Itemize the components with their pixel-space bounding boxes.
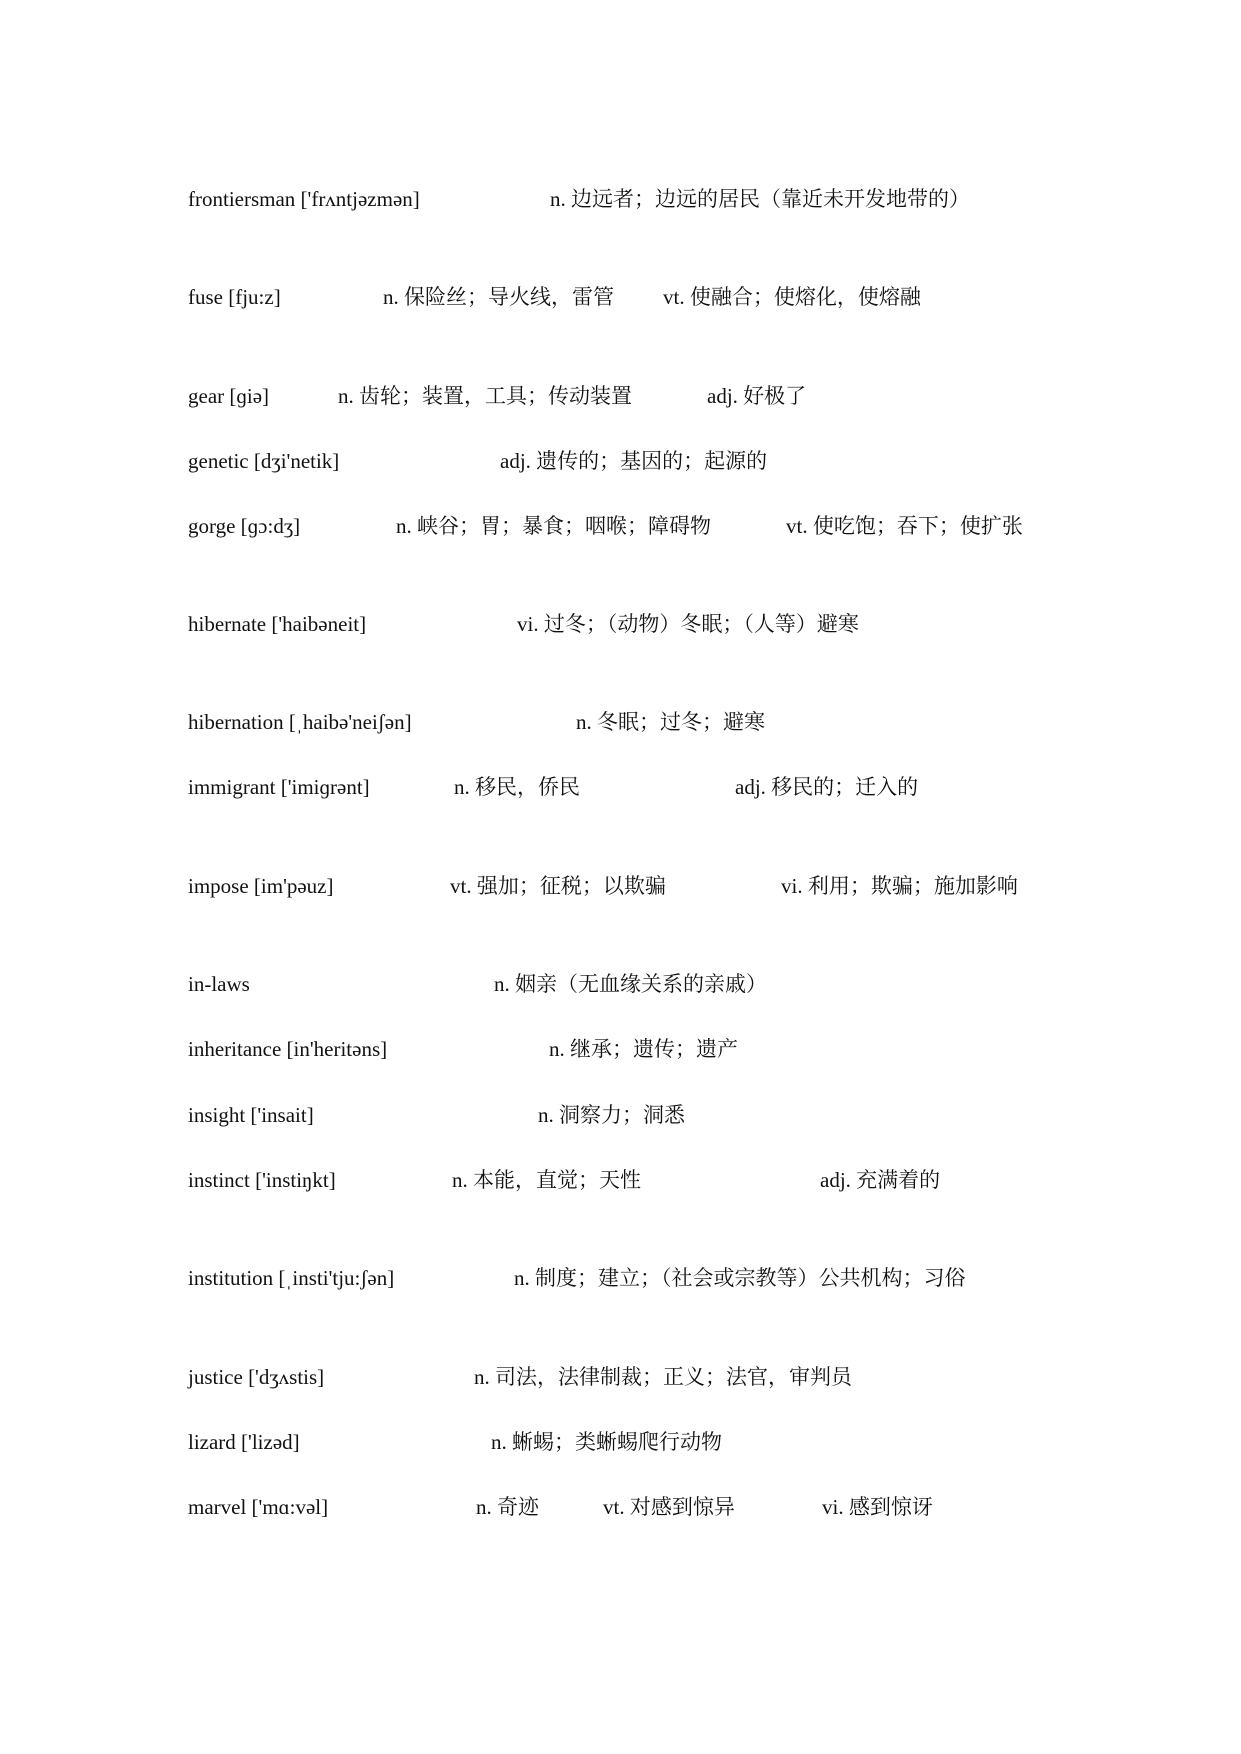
vocab-entry-fuse — [0, 277, 1241, 317]
entry-definition: vi. 过冬；（动物）冬眠；（人等）避寒 — [517, 612, 859, 636]
entry-word: fuse [fju:z] — [188, 285, 281, 309]
entry-definition: vt. 强加；征税；以欺骗 — [450, 874, 666, 898]
vocab-entry-gear — [0, 376, 1241, 416]
entry-definition: adj. 移民的；迁入的 — [735, 775, 919, 799]
entry-definition: n. 蜥蜴；类蜥蜴爬行动物 — [491, 1430, 722, 1454]
entry-definition: n. 姻亲（无血缘关系的亲戚） — [494, 972, 767, 996]
entry-definition: n. 冬眠；过冬；避寒 — [576, 710, 765, 734]
entry-word: instinct ['instiŋkt] — [188, 1168, 336, 1192]
entry-definition: vt. 使吃饱；吞下；使扩张 — [786, 514, 1023, 538]
vocab-entry-gorge — [0, 506, 1241, 546]
vocab-entry-institution — [0, 1258, 1241, 1298]
vocab-entry-hibernation — [0, 702, 1241, 742]
vocab-entry-marvel — [0, 1487, 1241, 1527]
entry-definition: n. 奇迹 — [476, 1495, 539, 1519]
entry-definition: adj. 充满着的 — [820, 1168, 941, 1192]
entry-word: in-laws — [188, 972, 250, 996]
vocab-entry-instinct — [0, 1160, 1241, 1200]
vocab-entry-immigrant — [0, 767, 1241, 807]
vocab-entry-inheritance — [0, 1029, 1241, 1069]
entry-definition: vt. 使融合；使熔化，使熔融 — [663, 285, 921, 309]
vocab-entry-hibernate — [0, 604, 1241, 644]
entry-word: inheritance [in'heritəns] — [188, 1037, 388, 1061]
entry-word: immigrant ['imiɡrənt] — [188, 775, 370, 799]
entry-word: impose [im'pəuz] — [188, 874, 334, 898]
entry-definition: n. 本能，直觉；天性 — [452, 1168, 641, 1192]
entry-word: lizard ['lizəd] — [188, 1430, 300, 1454]
entry-definition: vt. 对感到惊异 — [603, 1495, 735, 1519]
entry-word: insight ['insait] — [188, 1103, 314, 1127]
entry-definition: n. 移民，侨民 — [454, 775, 580, 799]
entry-definition: vi. 利用；欺骗；施加影响 — [781, 874, 1018, 898]
vocab-entry-insight — [0, 1095, 1241, 1135]
vocab-entry-frontiersman — [0, 179, 1241, 219]
entry-word: gear [ɡiə] — [188, 384, 270, 408]
entry-definition: n. 齿轮；装置，工具；传动装置 — [338, 384, 632, 408]
entry-definition: n. 司法，法律制裁；正义；法官，审判员 — [474, 1365, 852, 1389]
entry-word: gorge [ɡɔ:dʒ] — [188, 514, 301, 538]
vocab-entry-genetic — [0, 441, 1241, 481]
entry-word: hibernate ['haibəneit] — [188, 612, 367, 636]
vocab-entry-impose — [0, 866, 1241, 906]
entry-definition: adj. 好极了 — [707, 384, 807, 408]
entry-definition: n. 继承；遗传；遗产 — [549, 1037, 738, 1061]
entry-word: frontiersman ['frʌntjəzmən] — [188, 187, 420, 211]
vocab-entry-justice — [0, 1357, 1241, 1397]
entry-definition: n. 边远者；边远的居民（靠近未开发地带的） — [550, 187, 970, 211]
entry-definition: n. 洞察力；洞悉 — [538, 1103, 685, 1127]
entry-word: genetic [dʒi'netik] — [188, 449, 340, 473]
vocab-entry-in-laws — [0, 964, 1241, 1004]
entry-definition: adj. 遗传的；基因的；起源的 — [500, 449, 768, 473]
entry-word: institution [ˌinsti'tju:ʃən] — [188, 1266, 395, 1290]
entry-word: marvel ['mɑ:vəl] — [188, 1495, 329, 1519]
vocab-entry-lizard — [0, 1422, 1241, 1462]
entry-word: hibernation [ˌhaibə'neiʃən] — [188, 710, 412, 734]
entry-definition: n. 峡谷；胃；暴食；咽喉；障碍物 — [396, 514, 711, 538]
entry-definition: vi. 感到惊讶 — [822, 1495, 933, 1519]
entry-definition: n. 制度；建立；（社会或宗教等）公共机构；习俗 — [514, 1266, 966, 1290]
entry-word: justice ['dʒʌstis] — [188, 1365, 325, 1389]
entry-definition: n. 保险丝；导火线，雷管 — [383, 285, 614, 309]
